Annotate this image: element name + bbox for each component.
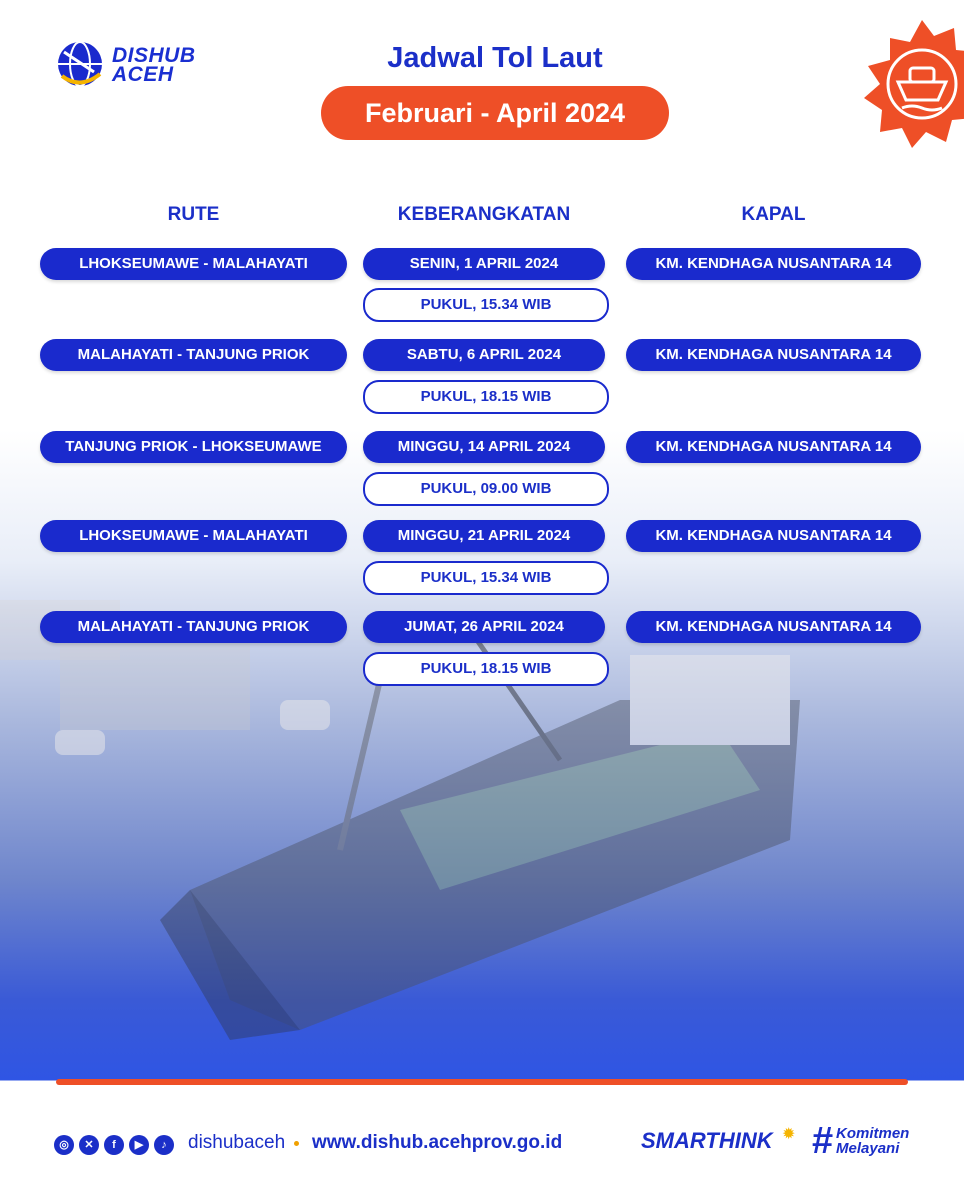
youtube-icon[interactable]: ▶ bbox=[129, 1135, 149, 1155]
ship-pill: KM. KENDHAGA NUSANTARA 14 bbox=[626, 339, 921, 371]
separator-dot bbox=[294, 1141, 299, 1146]
column-header-departure: KEBERANGKATAN bbox=[397, 204, 571, 225]
period-badge: Februari - April 2024 bbox=[321, 86, 669, 140]
departure-time-pill: PUKUL, 09.00 WIB bbox=[363, 472, 609, 506]
column-header-ship: KAPAL bbox=[741, 204, 806, 225]
route-pill: LHOKSEUMAWE - MALAHAYATI bbox=[40, 520, 347, 552]
ship-pill: KM. KENDHAGA NUSANTARA 14 bbox=[626, 611, 921, 643]
x-icon[interactable]: ✕ bbox=[79, 1135, 99, 1155]
ship-pill: KM. KENDHAGA NUSANTARA 14 bbox=[626, 431, 921, 463]
instagram-icon[interactable]: ◎ bbox=[54, 1135, 74, 1155]
departure-time-pill: PUKUL, 15.34 WIB bbox=[363, 288, 609, 322]
departure-date-pill: MINGGU, 14 APRIL 2024 bbox=[363, 431, 605, 463]
sun-icon: ✹ bbox=[782, 1126, 796, 1143]
footer-divider bbox=[56, 1079, 908, 1085]
departure-date-pill: MINGGU, 21 APRIL 2024 bbox=[363, 520, 605, 552]
ship-badge-icon bbox=[860, 20, 964, 170]
smarthink-logo: SMARTHINK bbox=[641, 1128, 773, 1153]
route-pill: LHOKSEUMAWE - MALAHAYATI bbox=[40, 248, 347, 280]
hashtag-line1: Komitmen bbox=[836, 1125, 910, 1142]
hashtag-line2: Melayani bbox=[836, 1140, 900, 1157]
dishub-aceh-logo bbox=[54, 38, 224, 98]
route-pill: TANJUNG PRIOK - LHOKSEUMAWE bbox=[40, 431, 347, 463]
route-pill: MALAHAYATI - TANJUNG PRIOK bbox=[40, 339, 347, 371]
route-pill: MALAHAYATI - TANJUNG PRIOK bbox=[40, 611, 347, 643]
facebook-icon[interactable]: f bbox=[104, 1135, 124, 1155]
logo-wordmark bbox=[112, 46, 196, 84]
departure-time-pill: PUKUL, 18.15 WIB bbox=[363, 380, 609, 414]
departure-time-pill: PUKUL, 15.34 WIB bbox=[363, 561, 609, 595]
website-link[interactable]: www.dishub.acehprov.go.id bbox=[312, 1132, 563, 1153]
hashtag-icon: # bbox=[812, 1120, 834, 1162]
ship-pill: KM. KENDHAGA NUSANTARA 14 bbox=[626, 520, 921, 552]
tiktok-icon[interactable]: ♪ bbox=[154, 1135, 174, 1155]
globe-icon bbox=[54, 38, 108, 92]
social-handle[interactable]: dishubaceh bbox=[188, 1132, 286, 1153]
komitmen-melayani-logo bbox=[836, 1126, 909, 1156]
page-title: Jadwal Tol Laut bbox=[387, 42, 603, 74]
column-header-route: RUTE bbox=[167, 204, 220, 225]
departure-date-pill: SABTU, 6 APRIL 2024 bbox=[363, 339, 605, 371]
logo-text-line2: ACEH bbox=[112, 63, 174, 86]
departure-date-pill: JUMAT, 26 APRIL 2024 bbox=[363, 611, 605, 643]
departure-date-pill: SENIN, 1 APRIL 2024 bbox=[363, 248, 605, 280]
logo-text-line1: DISHUB bbox=[112, 44, 196, 67]
departure-time-pill: PUKUL, 18.15 WIB bbox=[363, 652, 609, 686]
ship-pill: KM. KENDHAGA NUSANTARA 14 bbox=[626, 248, 921, 280]
